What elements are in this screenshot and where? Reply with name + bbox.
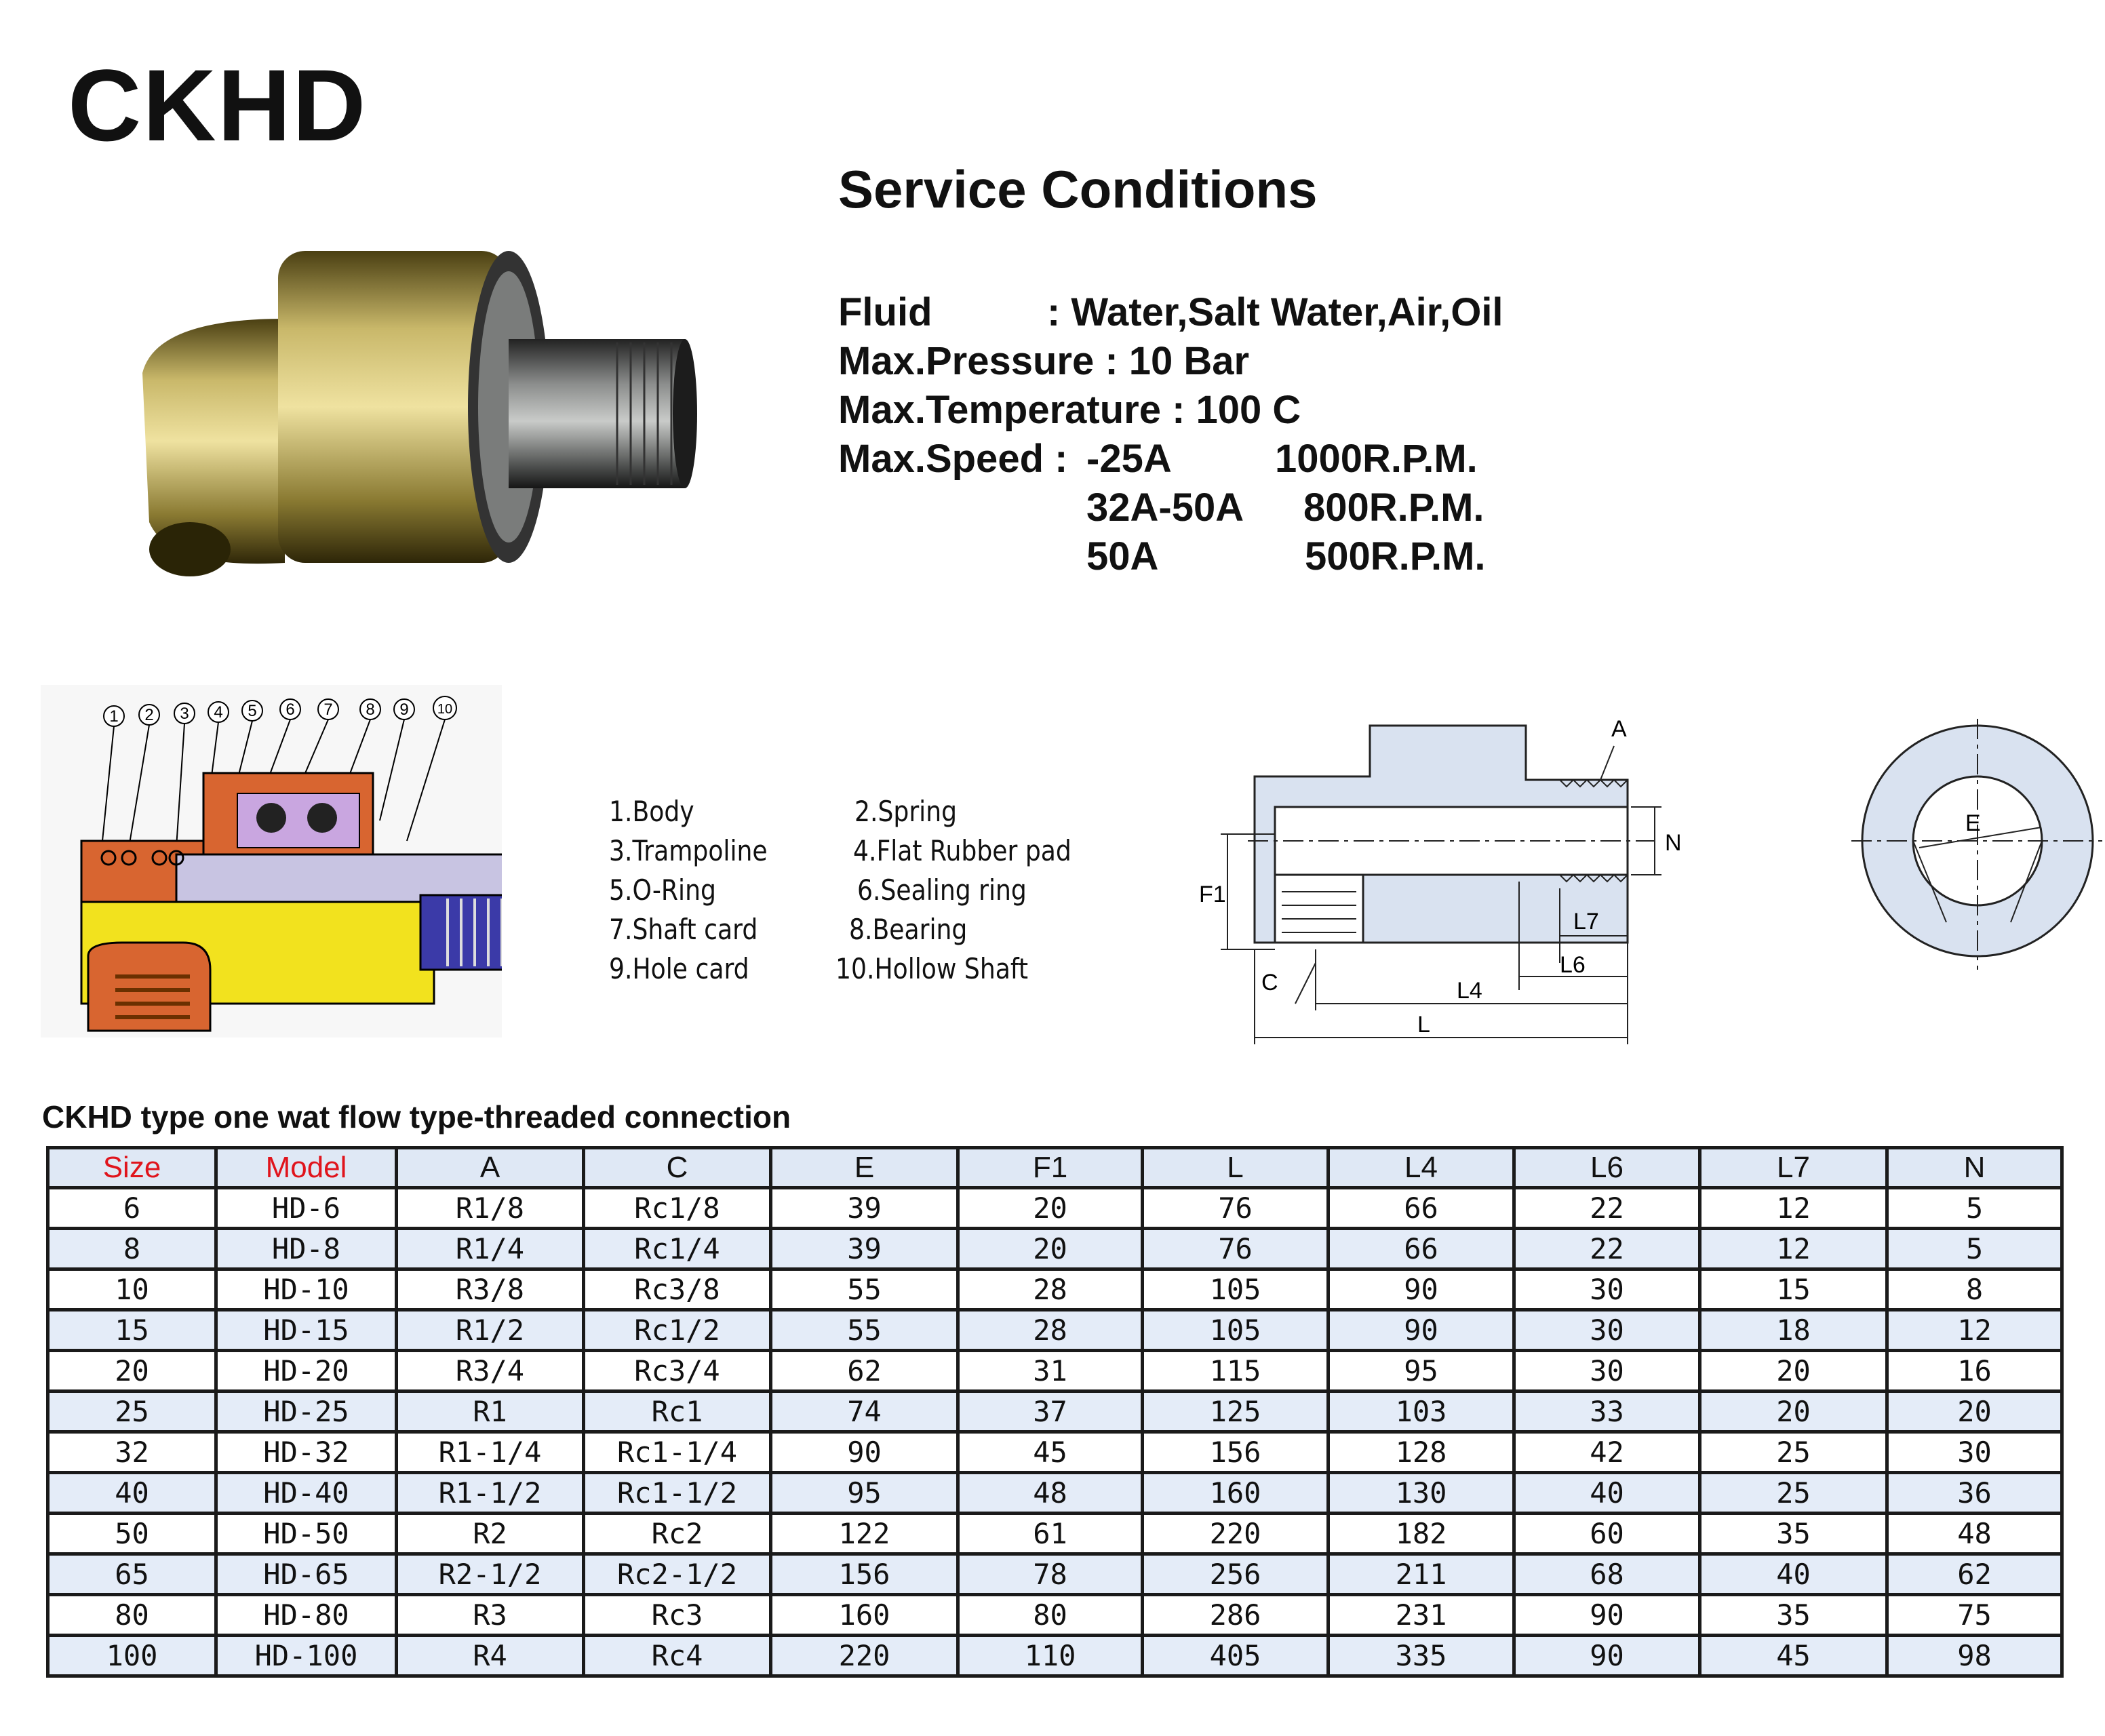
table-cell: HD-8 — [216, 1229, 397, 1269]
table-cell: 40 — [1514, 1473, 1700, 1514]
legend-item: 3.Trampoline — [609, 834, 768, 867]
table-cell: 39 — [771, 1229, 958, 1269]
table-row — [48, 1473, 2062, 1514]
table-cell: Rc1-1/2 — [584, 1473, 771, 1514]
legend-item: 6.Sealing ring — [857, 873, 1027, 907]
table-cell: 35 — [1700, 1595, 1887, 1636]
table-row — [48, 1636, 2062, 1676]
table-cell: 28 — [958, 1310, 1143, 1351]
dimension-drawing — [1180, 705, 1709, 1058]
dim-label-f1: F1 — [1199, 882, 1226, 907]
table-row — [48, 1432, 2062, 1473]
service-conditions-heading: Service Conditions — [838, 159, 1318, 219]
table-cell: R1/2 — [397, 1310, 584, 1351]
table-row — [48, 1188, 2062, 1229]
max-speed-label: Max.Speed : — [838, 437, 1068, 481]
table-cell: 31 — [958, 1351, 1143, 1392]
table-cell: 115 — [1143, 1351, 1329, 1392]
dim-label-a: A — [1611, 716, 1627, 742]
table-cell: R1-1/4 — [397, 1432, 584, 1473]
end-view-drawing — [1845, 705, 2102, 976]
column-header: Size — [48, 1148, 216, 1188]
table-cell: Rc1 — [584, 1392, 771, 1432]
table-cell: 33 — [1514, 1392, 1700, 1432]
table-cell: 36 — [1887, 1473, 2062, 1514]
table-cell: 90 — [771, 1432, 958, 1473]
table-cell: Rc2 — [584, 1514, 771, 1554]
table-row — [48, 1269, 2062, 1310]
table-cell: HD-100 — [216, 1636, 397, 1676]
table-cell: 25 — [1700, 1432, 1887, 1473]
table-cell: 231 — [1329, 1595, 1514, 1636]
table-row — [48, 1310, 2062, 1351]
table-cell: 15 — [48, 1310, 216, 1351]
speed-rpm: 1000R.P.M. — [1275, 437, 1478, 481]
table-cell: 125 — [1143, 1392, 1329, 1432]
table-cell: R2-1/2 — [397, 1554, 584, 1595]
speed-rpm: 800R.P.M. — [1303, 486, 1484, 530]
max-pressure: Max.Pressure : 10 Bar — [838, 339, 1250, 383]
column-header: F1 — [958, 1148, 1143, 1188]
table-cell: 156 — [1143, 1432, 1329, 1473]
table-cell: HD-65 — [216, 1554, 397, 1595]
table-cell: Rc4 — [584, 1636, 771, 1676]
table-cell: Rc3/8 — [584, 1269, 771, 1310]
table-cell: 12 — [1887, 1310, 2062, 1351]
table-cell: 65 — [48, 1554, 216, 1595]
column-header: Model — [216, 1148, 397, 1188]
table-cell: 30 — [1514, 1269, 1700, 1310]
table-cell: R1 — [397, 1392, 584, 1432]
table-cell: 5 — [1887, 1188, 2062, 1229]
table-cell: 66 — [1329, 1229, 1514, 1269]
fluid-value: : Water,Salt Water,Air,Oil — [1047, 290, 1503, 334]
table-cell: 55 — [771, 1269, 958, 1310]
legend-item: 5.O-Ring — [609, 873, 716, 907]
table-cell: 25 — [48, 1392, 216, 1432]
table-cell: 98 — [1887, 1636, 2062, 1676]
table-cell: 80 — [958, 1595, 1143, 1636]
table-cell: 18 — [1700, 1310, 1887, 1351]
table-cell: 103 — [1329, 1392, 1514, 1432]
table-cell: Rc3 — [584, 1595, 771, 1636]
column-header: N — [1887, 1148, 2062, 1188]
legend-item: 8.Bearing — [849, 913, 968, 946]
table-cell: 35 — [1700, 1514, 1887, 1554]
legend-item: 9.Hole card — [609, 952, 749, 985]
table-cell: 8 — [48, 1229, 216, 1269]
table-cell: 50 — [48, 1514, 216, 1554]
table-cell: HD-15 — [216, 1310, 397, 1351]
part-number: 8 — [366, 701, 375, 719]
speed-size: -25A — [1086, 437, 1172, 481]
table-cell: R3/4 — [397, 1351, 584, 1392]
table-cell: 130 — [1329, 1473, 1514, 1514]
table-cell: 182 — [1329, 1514, 1514, 1554]
part-number: 10 — [437, 702, 453, 717]
table-cell: HD-50 — [216, 1514, 397, 1554]
table-row — [48, 1229, 2062, 1269]
column-header: C — [584, 1148, 771, 1188]
table-cell: 45 — [958, 1432, 1143, 1473]
table-cell: 15 — [1700, 1269, 1887, 1310]
max-temperature: Max.Temperature : 100 C — [838, 388, 1301, 432]
table-row — [48, 1514, 2062, 1554]
table-cell: 76 — [1143, 1229, 1329, 1269]
table-cell: 156 — [771, 1554, 958, 1595]
table-row — [48, 1392, 2062, 1432]
legend-item: 7.Shaft card — [609, 913, 758, 946]
table-cell: 30 — [1514, 1351, 1700, 1392]
table-cell: 8 — [1887, 1269, 2062, 1310]
legend-item: 4.Flat Rubber pad — [853, 834, 1071, 867]
speed-size: 50A — [1086, 534, 1159, 578]
column-header: L — [1143, 1148, 1329, 1188]
table-cell: 60 — [1514, 1514, 1700, 1554]
table-cell: HD-20 — [216, 1351, 397, 1392]
table-caption: CKHD type one wat flow type-threaded connection — [42, 1099, 791, 1135]
table-cell: R4 — [397, 1636, 584, 1676]
table-cell: 20 — [1887, 1392, 2062, 1432]
table-cell: 5 — [1887, 1229, 2062, 1269]
table-cell: 405 — [1143, 1636, 1329, 1676]
dim-label-n: N — [1665, 830, 1682, 856]
table-cell: R1/8 — [397, 1188, 584, 1229]
dim-label-l4: L4 — [1457, 978, 1482, 1004]
table-cell: 12 — [1700, 1229, 1887, 1269]
fluid-label: Fluid — [838, 290, 932, 334]
table-cell: 45 — [1700, 1636, 1887, 1676]
table-cell: Rc2-1/2 — [584, 1554, 771, 1595]
table-cell: 105 — [1143, 1269, 1329, 1310]
table-cell: 62 — [1887, 1554, 2062, 1595]
table-cell: R3 — [397, 1595, 584, 1636]
table-cell: 256 — [1143, 1554, 1329, 1595]
part-number: 2 — [144, 706, 154, 724]
table-cell: 160 — [771, 1595, 958, 1636]
part-number: 3 — [180, 705, 189, 723]
table-cell: 55 — [771, 1310, 958, 1351]
table-cell: 20 — [1700, 1351, 1887, 1392]
table-cell: 20 — [1700, 1392, 1887, 1432]
table-cell: 220 — [1143, 1514, 1329, 1554]
table-cell: 90 — [1514, 1636, 1700, 1676]
table-cell: 30 — [1514, 1310, 1700, 1351]
dim-label-c: C — [1261, 970, 1278, 995]
part-number: 6 — [286, 701, 295, 719]
table-cell: 22 — [1514, 1229, 1700, 1269]
table-cell: 10 — [48, 1269, 216, 1310]
table-cell: 110 — [958, 1636, 1143, 1676]
table-cell: 6 — [48, 1188, 216, 1229]
table-header-row — [48, 1148, 2062, 1188]
table-cell: HD-6 — [216, 1188, 397, 1229]
table-cell: 80 — [48, 1595, 216, 1636]
table-cell: HD-32 — [216, 1432, 397, 1473]
table-cell: 62 — [771, 1351, 958, 1392]
table-cell: 40 — [48, 1473, 216, 1514]
cutaway-diagram — [41, 685, 502, 1038]
table-cell: 37 — [958, 1392, 1143, 1432]
table-cell: 12 — [1700, 1188, 1887, 1229]
table-cell: HD-25 — [216, 1392, 397, 1432]
part-number: 1 — [109, 707, 119, 726]
product-photo — [129, 237, 699, 590]
column-header: E — [771, 1148, 958, 1188]
part-number: 5 — [248, 702, 257, 720]
table-cell: 22 — [1514, 1188, 1700, 1229]
table-cell: 105 — [1143, 1310, 1329, 1351]
table-cell: Rc3/4 — [584, 1351, 771, 1392]
table-cell: 42 — [1514, 1432, 1700, 1473]
table-cell: Rc1/8 — [584, 1188, 771, 1229]
table-cell: 286 — [1143, 1595, 1329, 1636]
table-cell: 100 — [48, 1636, 216, 1676]
legend-item: 2.Spring — [854, 795, 958, 828]
dim-label-e: E — [1965, 810, 1981, 836]
table-cell: Rc1-1/4 — [584, 1432, 771, 1473]
column-header: L4 — [1329, 1148, 1514, 1188]
table-cell: 66 — [1329, 1188, 1514, 1229]
table-cell: R1/4 — [397, 1229, 584, 1269]
table-cell: 78 — [958, 1554, 1143, 1595]
table-cell: 20 — [958, 1229, 1143, 1269]
table-row — [48, 1554, 2062, 1595]
legend-item: 1.Body — [609, 795, 694, 828]
table-cell: 28 — [958, 1269, 1143, 1310]
table-cell: 32 — [48, 1432, 216, 1473]
column-header: L7 — [1700, 1148, 1887, 1188]
part-number: 9 — [399, 701, 409, 719]
column-header: A — [397, 1148, 584, 1188]
table-cell: 95 — [1329, 1351, 1514, 1392]
table-cell: 30 — [1887, 1432, 2062, 1473]
speed-size: 32A-50A — [1086, 486, 1244, 530]
speed-rpm: 500R.P.M. — [1305, 534, 1486, 578]
spec-table — [46, 1146, 2064, 1678]
column-header: L6 — [1514, 1148, 1700, 1188]
table-cell: 48 — [1887, 1514, 2062, 1554]
table-cell: 39 — [771, 1188, 958, 1229]
table-cell: 61 — [958, 1514, 1143, 1554]
table-cell: 128 — [1329, 1432, 1514, 1473]
table-cell: 20 — [958, 1188, 1143, 1229]
table-cell: 16 — [1887, 1351, 2062, 1392]
page-title: CKHD — [68, 48, 368, 162]
table-cell: 122 — [771, 1514, 958, 1554]
table-row — [48, 1595, 2062, 1636]
table-cell: HD-80 — [216, 1595, 397, 1636]
table-cell: 25 — [1700, 1473, 1887, 1514]
table-cell: 48 — [958, 1473, 1143, 1514]
table-cell: R3/8 — [397, 1269, 584, 1310]
table-cell: 160 — [1143, 1473, 1329, 1514]
dim-label-l6: L6 — [1560, 952, 1586, 978]
table-cell: 335 — [1329, 1636, 1514, 1676]
table-cell: Rc1/4 — [584, 1229, 771, 1269]
table-cell: 90 — [1514, 1595, 1700, 1636]
table-cell: 90 — [1329, 1269, 1514, 1310]
table-cell: 90 — [1329, 1310, 1514, 1351]
part-number: 7 — [323, 701, 333, 719]
table-cell: 76 — [1143, 1188, 1329, 1229]
dim-label-l: L — [1417, 1012, 1430, 1038]
table-cell: Rc1/2 — [584, 1310, 771, 1351]
table-cell: 95 — [771, 1473, 958, 1514]
table-cell: R1-1/2 — [397, 1473, 584, 1514]
part-number: 4 — [214, 703, 223, 722]
table-cell: HD-10 — [216, 1269, 397, 1310]
table-cell: 220 — [771, 1636, 958, 1676]
table-row — [48, 1351, 2062, 1392]
table-cell: 40 — [1700, 1554, 1887, 1595]
table-cell: 68 — [1514, 1554, 1700, 1595]
table-cell: 74 — [771, 1392, 958, 1432]
legend-item: 10.Hollow Shaft — [835, 952, 1029, 985]
table-cell: 20 — [48, 1351, 216, 1392]
dim-label-l7: L7 — [1573, 909, 1599, 934]
table-cell: 75 — [1887, 1595, 2062, 1636]
table-cell: 211 — [1329, 1554, 1514, 1595]
table-cell: HD-40 — [216, 1473, 397, 1514]
table-cell: R2 — [397, 1514, 584, 1554]
